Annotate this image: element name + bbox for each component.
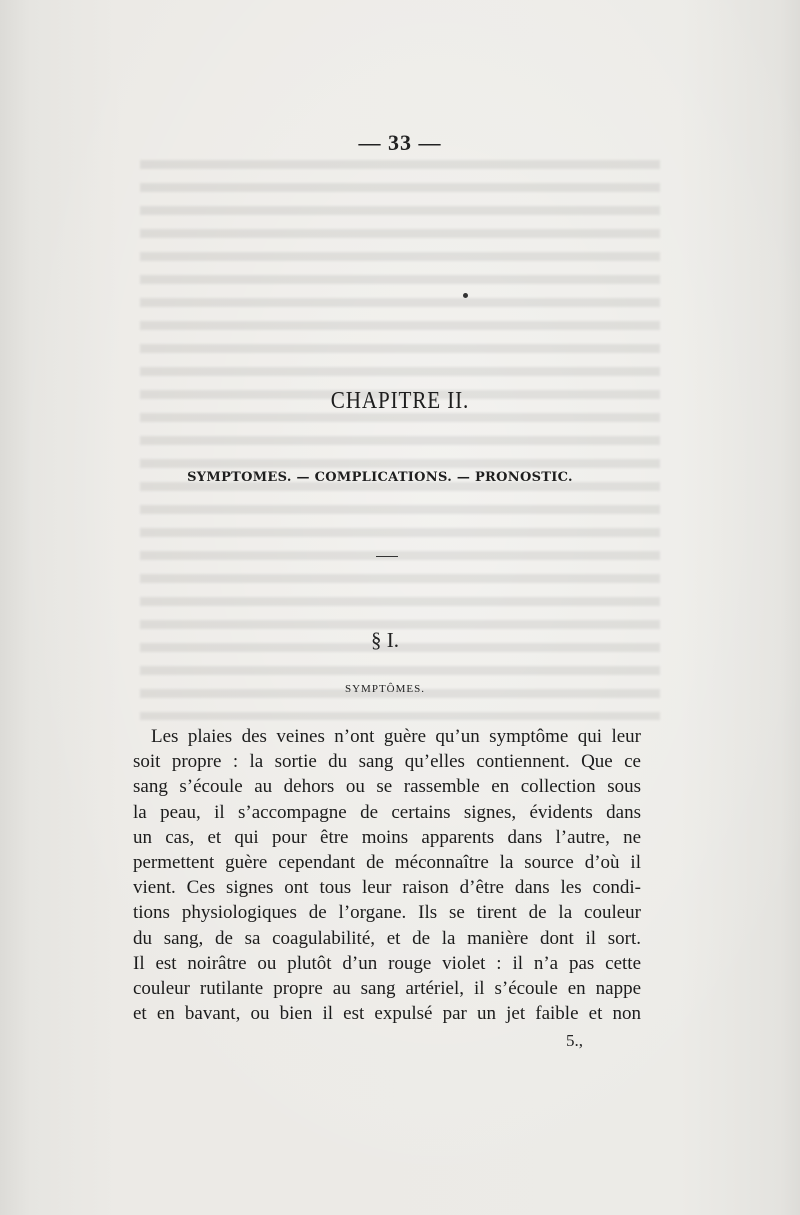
section-mark: § I. <box>371 628 399 652</box>
paragraph-line: soit propre : la sortie du sang qu’elles contiennent. Que ce <box>133 751 641 773</box>
paragraph-line: vient. Ces signes ont tous leur raison d’être dans les condi- <box>133 877 641 899</box>
section-rule <box>376 556 398 557</box>
paragraph-line: un cas, et qui pour être moins apparents dans l’autre, ne <box>133 826 641 848</box>
paragraph-line: sang s’écoule au dehors ou se rassemble en collection sous <box>133 776 641 798</box>
section-title: SYMPTÔMES. <box>345 683 425 695</box>
body-paragraph <box>133 724 641 1026</box>
chapter-subtitle: SYMPTOMES. — COMPLICATIONS. — PRONOSTIC. <box>187 470 573 485</box>
ink-dot <box>463 293 468 298</box>
paragraph-line: Les plaies des veines n’ont guère qu’un symptôme qui leur <box>151 726 641 747</box>
signature-mark: 5., <box>566 1031 583 1050</box>
page-number: — 33 — <box>358 130 442 155</box>
paragraph-line: la peau, il s’accompagne de certains signes, évidents dans <box>133 801 641 823</box>
paragraph-line: couleur rutilante propre au sang artériel, il s’écoule en nappe <box>133 977 641 999</box>
chapter-title: CHAPITRE II. <box>330 388 470 414</box>
paragraph-line: permettent guère cependant de méconnaître la source d’où il <box>133 851 641 873</box>
paragraph-line: tions physiologiques de l’organe. Ils se tirent de la couleur <box>133 902 641 924</box>
paragraph-line: et en bavant, ou bien il est expulsé par un jet faible et non <box>133 1003 641 1025</box>
paragraph-line: Il est noirâtre ou plutôt d’un rouge violet : il n’a pas cette <box>133 952 641 974</box>
paragraph-line: du sang, de sa coagulabilité, et de la manière dont il sort. <box>133 927 641 949</box>
